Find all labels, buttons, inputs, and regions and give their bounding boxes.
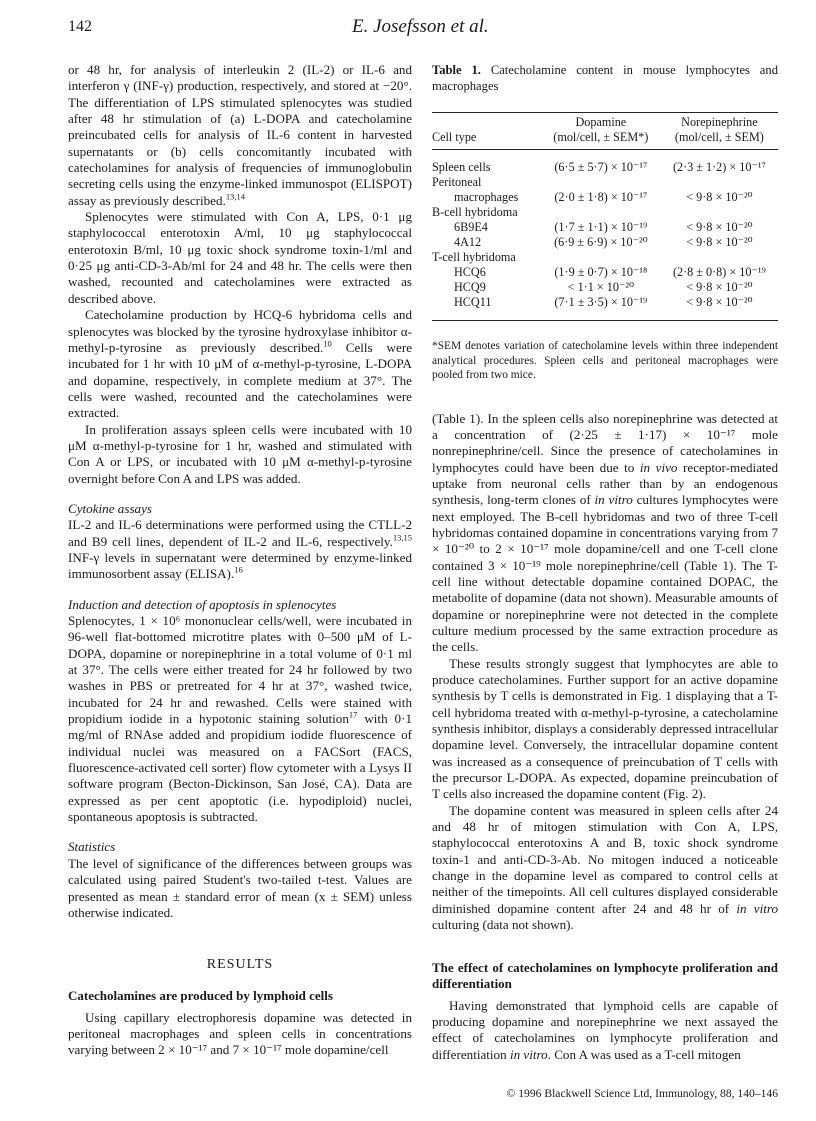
norepinephrine-value: < 9·8 × 10⁻²⁰ bbox=[686, 220, 753, 234]
table-row bbox=[432, 235, 778, 250]
norepinephrine-value: < 9·8 × 10⁻²⁰ bbox=[686, 235, 753, 249]
table-row bbox=[432, 265, 778, 280]
right-column bbox=[432, 62, 778, 1063]
cell-type: Peritoneal bbox=[432, 175, 482, 189]
cell-type: macrophages bbox=[454, 190, 519, 204]
paragraph: Having demonstrated that lymphoid cells are capable of producing dopamine and norepinephrine we next assayed the effect of catecholamines on lymphocyte proliferation and differentiation in vitro. Con A was used as a T-cell mitogen bbox=[432, 997, 778, 1062]
cell-type: B-cell hybridoma bbox=[432, 205, 518, 219]
norepinephrine-value bbox=[661, 175, 778, 190]
page-number: 142 bbox=[68, 18, 92, 35]
table-caption: Table 1. Catecholamine content in mouse lymphocytes and macrophages bbox=[432, 63, 778, 93]
column-header: Norepinephrine (mol/cell, ± SEM) bbox=[674, 115, 764, 144]
dopamine-value: (6·9 ± 6·9) × 10⁻²⁰ bbox=[554, 235, 648, 249]
cell-type: 4A12 bbox=[454, 235, 482, 249]
paragraph: or 48 hr, for analysis of interleukin 2 (IL-2) or IL-6 and interferon γ (INF-γ) production, respectively, and stored at −20°. The differentiation of LPS stimulated splenocytes was studied after 48 hr stimulation of (a) L-DOPA and catecholamine preincubated cells for analysis of IL-6 content in harvested supernatants or (b) cells concomitantly incubated with catecholamines for analysis of frequencies of immunoglobulin secreting cells using the enzyme-linked immunospot (ELISPOT) assay as previously described.$^{13,14}$ bbox=[68, 62, 412, 208]
column-header: Dopamine (mol/cell, ± SEM*) bbox=[553, 115, 649, 144]
cell-type: HCQ11 bbox=[454, 295, 492, 309]
norepinephrine-value: < 9·8 × 10⁻²⁰ bbox=[686, 280, 753, 294]
paragraph: Splenocytes were stimulated with Con A, LPS, 0·1 μg staphylococcal enterotoxin A/ml, 10 μg staphylococcal enterotoxin B/ml, 10 μg toxic shock syndrome toxin-1/ml and 0·25 μg anti-CD-3-Ab/ml for 24 and 48 hr. The cells were then washed, recounted and catecholamines were extracted as described above. bbox=[68, 209, 412, 306]
norepinephrine-value bbox=[661, 250, 778, 265]
cell-type: T-cell hybridoma bbox=[432, 250, 516, 264]
norepinephrine-value bbox=[661, 205, 778, 220]
dopamine-value: (1·7 ± 1·1) × 10⁻¹⁹ bbox=[554, 220, 648, 234]
cell-type: HCQ9 bbox=[454, 280, 486, 294]
norepinephrine-value: < 9·8 × 10⁻²⁰ bbox=[686, 190, 753, 204]
table-row bbox=[432, 175, 778, 190]
paragraph: The level of significance of the differences between groups was calculated using paired Student's two-tailed t-test. Values are presented as mean ± standard error of mean (x ± SEM) unless otherwise indicated. bbox=[68, 855, 412, 920]
paragraph: Catecholamine production by HCQ-6 hybridoma cells and splenocytes was blocked by the tyrosine hydroxylase inhibitor α-methyl-p-tyrosine as previously described.$^{10}$ Cells were incubated for 1 hr with 10 μM of α-methyl-p-tyrosine, L-DOPA and dopamine, respectively, in complete medium at 37°. The cells were washed, recounted and the catecholamines were extracted. bbox=[68, 307, 412, 421]
cell-type: 6B9E4 bbox=[454, 220, 488, 234]
paragraph: (Table 1). In the spleen cells also norepinephrine was detected at a concentration of (2·25 ± 1·17) × 10⁻¹⁷ mole nonrepinephrine/cell. Since the presence of catecholamines in lymphocytes could have been due to in vivo receptor-mediated uptake from neuronal cells rather than by an endogenous synthesis, long-term clones of in vitro cultures lymphocytes were next employed. The B-cell hybridomas and two of three T-cell hybridomas contained dopamine in concentrations varying from 7 × 10⁻²⁰ to 2 × 10⁻¹⁷ mole dopamine/cell and one T-cell clone contained 3 × 10⁻¹⁹ mole norepinephrine/cell (Table 1). The T-cell line without detectable dopamine contained DOPAC, the metabolite of dopamine (data not shown). Measurable amounts of dopamine or norepinephrine were not detected in the complete culture medium processed by the same extraction procedure as the cells. bbox=[432, 410, 779, 655]
paragraph: Splenocytes, 1 × 10⁶ mononuclear cells/well, were incubated in 96-well flat-bottomed microtitre plates with 0–500 μM of L-DOPA, dopamine or norepinephrine in a total volume of 0·1 ml at 37°. The cells were either treated for 24 hr followed by two washes in PBS or pretreated for 4 hr at 37°, washed twice, incubated for 24 hr and rewashed. Cells were stained with propidium iodide in a hypotonic staining solution$^{17}$ with 0·1 mg/ml of RNAse added and propidium iodide fluorescence of individual nuclei was measured on a FACSort (FACS, fluorescence-activated cell sorter) flow cytometer with a Lysys II software program (Becton-Dickinson, San José, CA). Data are expressed as per cent apoptotic (i.e. hypodiploid) nuclei, spontaneous apoptosis is subtracted. bbox=[68, 613, 413, 825]
dopamine-value: (6·5 ± 5·7) × 10⁻¹⁷ bbox=[554, 160, 648, 174]
section-heading: Catecholamines are produced by lymphoid cells bbox=[68, 987, 333, 1003]
dopamine-value: (1·9 ± 0·7) × 10⁻¹⁸ bbox=[554, 265, 648, 279]
dopamine-value: (2·0 ± 1·8) × 10⁻¹⁷ bbox=[554, 190, 648, 204]
dopamine-value bbox=[541, 250, 661, 265]
cell-type: HCQ6 bbox=[454, 265, 486, 279]
table-row bbox=[432, 280, 778, 295]
dopamine-value bbox=[541, 205, 661, 220]
page-header bbox=[68, 18, 758, 44]
dopamine-value: (7·1 ± 3·5) × 10⁻¹⁹ bbox=[554, 295, 648, 309]
table-row bbox=[432, 150, 778, 176]
page-footer: © 1996 Blackwell Science Ltd, Immunology, 88, 140–146 bbox=[506, 1087, 778, 1100]
left-column bbox=[68, 62, 412, 1059]
dopamine-value: < 1·1 × 10⁻²⁰ bbox=[567, 280, 634, 294]
norepinephrine-value: < 9·8 × 10⁻²⁰ bbox=[686, 295, 753, 309]
paragraph: These results strongly suggest that lymphocytes are able to produce catecholamines. Further support for an active dopamine synthesis by T cells is demonstrated in Fig. 1 displaying that a T-cell hybridoma treated with α-methyl-p-tyrosine, a catecholamine synthesis inhibitor, displays a considerably depressed intracellular dopamine level. Conversely, the intracellular dopamine content was increased as a consequence of preincubation of T cells with the precursor L-DOPA. As expected, dopamine preincubation of T cells also increased the dopamine content (Fig. 2). bbox=[432, 655, 779, 802]
paragraph: IL-2 and IL-6 determinations were performed using the CTLL-2 and B9 cell lines, dependent of IL-2 and IL-6, respectively.$^{13,15}$ INF-γ levels in supernatant were determined by enzyme-linked immunosorbent assay (ELISA).$^{16}$ bbox=[68, 517, 412, 582]
subsection-heading: Induction and detection of apoptosis in splenocytes bbox=[68, 596, 337, 612]
paragraph: In proliferation assays spleen cells were incubated with 10 μM α-methyl-p-tyrosine for 1 hr, washed and stimulated with Con A or LPS, or incubated with 10 μM α-methyl-p-tyrosine overnight before Con A and LPS was added. bbox=[68, 421, 412, 486]
subsection-heading: Cytokine assays bbox=[68, 500, 153, 516]
running-title: E. Josefsson et al. bbox=[352, 16, 489, 37]
table-footnote: *SEM denotes variation of catecholamine levels within three independent analytical procedures. Spleen cells and peritoneal macrophages were pooled from two mice. bbox=[432, 340, 778, 381]
paragraph: The dopamine content was measured in spleen cells after 24 and 48 hr of mitogen stimulation with Con A, LPS, staphylococcal enterotoxins A and B, toxic shock syndrome toxin-1 and anti-CD-3-Ab. No mitogen induced a noticeable change in the dopamine level as compared to control cells at neither of the timepoints. All cell cultures displayed considerable diminished dopamine content after 24 and 48 hr of in vitro culturing (data not shown). bbox=[432, 802, 779, 933]
cell-type: Spleen cells bbox=[432, 160, 491, 174]
norepinephrine-value: (2·8 ± 0·8) × 10⁻¹⁹ bbox=[672, 265, 766, 279]
table-bottom-rule bbox=[432, 320, 778, 321]
table-row bbox=[432, 220, 778, 235]
section-heading: The effect of catecholamines on lymphocyte proliferation and differentiation bbox=[432, 959, 778, 991]
table-row bbox=[432, 190, 778, 205]
table-row bbox=[432, 250, 778, 265]
section-heading-results: RESULTS bbox=[206, 957, 274, 973]
paragraph: Using capillary electrophoresis dopamine was detected in peritoneal macrophages and spleen cells in concentrations varying between 2 × 10⁻¹⁷ and 7 × 10⁻¹⁷ mole dopamine/cell bbox=[68, 1009, 412, 1058]
subsection-heading: Statistics bbox=[68, 839, 116, 855]
norepinephrine-value: (2·3 ± 1·2) × 10⁻¹⁷ bbox=[672, 160, 766, 174]
catecholamine-table bbox=[432, 112, 778, 316]
column-header: Cell type bbox=[432, 130, 477, 144]
dopamine-value bbox=[541, 175, 661, 190]
table-row bbox=[432, 295, 778, 316]
table-row bbox=[432, 205, 778, 220]
